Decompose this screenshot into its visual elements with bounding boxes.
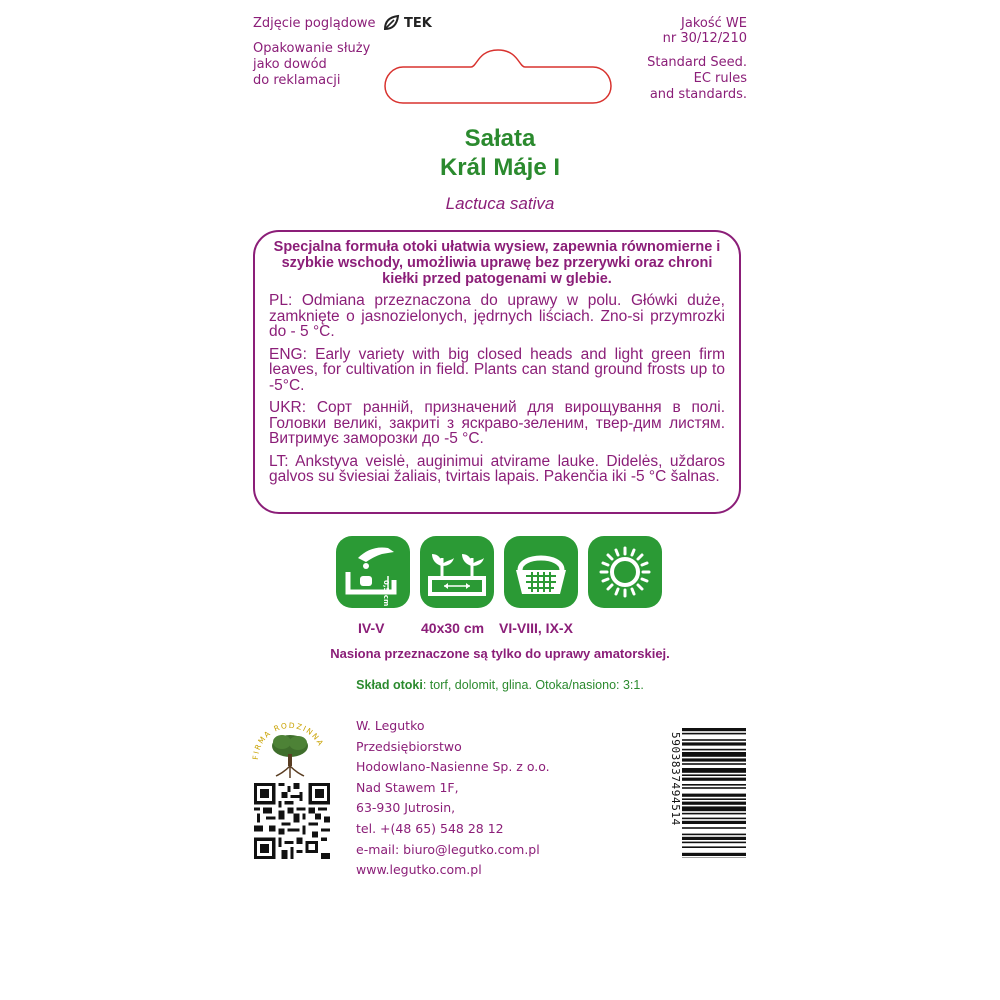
barcode-bar [682,778,746,781]
amateur-use-note: Nasiona przeznaczone są tylko do uprawy amatorskiej. [330,646,670,661]
company-address [356,716,550,881]
product-name-line1: Sałata [464,125,536,152]
plant-spacing-icon [420,536,494,608]
qr-code [253,783,331,859]
company-line: Hodowlano-Nasienne Sp. z o.o. [356,759,550,775]
barcode-bar [682,842,746,844]
barcode-bar [682,806,746,811]
barcode-bar [682,739,746,741]
barcode-bar [682,742,746,745]
description-pl: PL: Odmiana przeznaczona do uprawy w polu. Główki duże, zamknięte o jasnozielonych, jędrnych liściach. Zno-si przymrozki do - 5 °C. [269,292,725,340]
product-title [0,124,1000,182]
barcode-bar [682,802,746,805]
sowing-period: IV-V [358,620,385,636]
barcode-bar [682,818,746,820]
hang-tab-outline [383,48,613,105]
quality-note [663,16,747,46]
brand-mark [382,14,432,32]
barcode-bar [682,749,746,751]
coating-intro: Specjalna formuła otoki ułatwia wysiew, zapewnia równomierne i szybkie wschody, umożliwia uprawę bez przerywki oraz chroni kiełki przed patogenami w glebie. [273,239,721,287]
image-note: Zdjęcie poglądowe [253,16,376,31]
barcode-bar [682,827,746,829]
barcode-bar [682,813,746,815]
family-company-logo [250,716,330,782]
company-name: W. Legutko [356,718,425,733]
barcode-bar [682,787,746,789]
company-phone: tel. +(48 65) 548 28 12 [356,820,504,836]
harvest-period: VI-VIII, IX-X [499,620,573,636]
company-line: Przedsiębiorstwo [356,738,462,754]
company-website: www.legutko.com.pl [356,862,482,878]
quality-number: nr 30/12/210 [662,31,747,46]
barcode-bar [682,758,746,761]
company-city: 63-930 Jutrosin, [356,800,456,816]
sun-icon [588,536,662,608]
harvest-basket-icon [504,536,578,608]
standard-line: and standards. [649,87,747,102]
barcode-bar [682,733,746,735]
quality-line: Jakość WE [681,16,747,31]
barcode-bar [682,794,746,797]
complaint-line: Opakowanie służy [253,41,371,56]
barcode-bar [682,752,746,757]
complaint-note [253,41,370,89]
logo-text: FIRMA RODZINNA [250,720,326,761]
brand-name: TEK [404,15,432,31]
product-name-line2: Král Máje I [439,154,561,181]
barcode-bar [682,763,746,765]
description-eng: ENG: Early variety with big closed heads and light green firm leaves, for cultivation in field. Plants can stand ground frosts up to -5°C. [269,345,725,394]
standard-line: Standard Seed. [647,55,747,70]
company-street: Nad Stawem 1F, [356,779,459,795]
standard-note [647,55,747,103]
coating-text: : torf, dolomit, glina. Otoka/nasiono: 3:1. [422,678,644,692]
company-email: e-mail: biuro@legutko.com.pl [356,841,540,857]
description-lt: LT: Ankstyva veislė, auginimui atvirame lauke. Didelės, uždaros galvos su šviesiai žaliais, tvirtais lapais. Pakenčia iki -5 °C šalnas. [269,452,725,485]
description-box [253,230,741,514]
coating-label: Skład otoki [356,678,423,692]
standard-line: EC rules [693,71,747,86]
complaint-line: do reklamacji [253,73,341,88]
barcode-bar [682,768,746,773]
sowing-depth: 0,5 cm [382,580,390,607]
ean-barcode [668,728,748,858]
barcode-bar [682,728,746,731]
sowing-icon [336,536,410,608]
barcode-number: 5903837494514 [669,732,682,826]
description-ukr: UKR: Сорт ранній, призначений для вирощування в полі. Головки великі, закриті з яскраво-зеленим, твер-дим листям. Витримує заморозки до -5 °C. [269,399,725,447]
plant-spacing: 40x30 cm [421,620,485,636]
barcode-bar [682,784,746,786]
barcode-bar [682,821,746,824]
barcode-bar [682,798,746,800]
barcode-bar [682,774,746,776]
barcode-bar [682,834,746,836]
barcode-bar [682,846,746,848]
barcode-bar [682,853,746,856]
tek-leaf-icon [382,14,400,32]
coating-composition [0,678,1000,692]
latin-name: Lactuca sativa [445,194,555,213]
complaint-line: jako dowód [253,57,327,72]
barcode-bar [682,837,746,840]
